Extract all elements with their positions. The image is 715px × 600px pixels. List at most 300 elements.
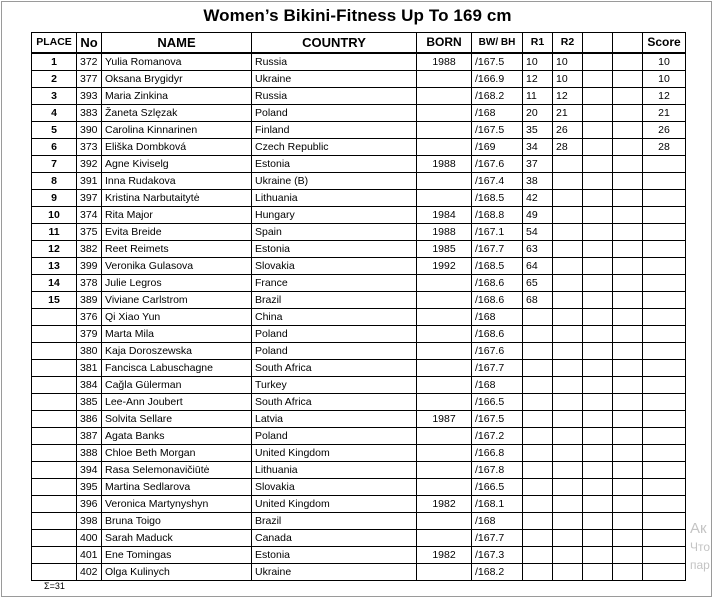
- cell-no: 381: [77, 360, 102, 377]
- cell-no: 388: [77, 445, 102, 462]
- cell-empty-2: [613, 462, 643, 479]
- cell-bw-bh: /167.5: [472, 122, 523, 139]
- page-title: Women’s Bikini-Fitness Up To 169 cm: [203, 6, 512, 25]
- table-row: [32, 309, 686, 326]
- cell-name: Rasa Selemonavičiūtė: [102, 462, 252, 479]
- cell-empty-2: [613, 88, 643, 105]
- cell-empty-2: [613, 173, 643, 190]
- cell-born: 1988: [417, 224, 472, 241]
- cell-no: 401: [77, 547, 102, 564]
- cell-bw-bh: /167.7: [472, 360, 523, 377]
- cell-empty-2: [613, 309, 643, 326]
- cell-score: [643, 360, 686, 377]
- cell-born: [417, 343, 472, 360]
- cell-place: [32, 326, 77, 343]
- cell-born: [417, 88, 472, 105]
- cell-country: United Kingdom: [252, 496, 417, 513]
- cell-score: [643, 224, 686, 241]
- cell-r2: [553, 343, 583, 360]
- cell-country: Lithuania: [252, 190, 417, 207]
- cell-country: South Africa: [252, 394, 417, 411]
- cell-no: 383: [77, 105, 102, 122]
- results-table: [31, 32, 686, 581]
- cell-score: [643, 258, 686, 275]
- cell-r1: 37: [523, 156, 553, 173]
- cell-name: Kristina Narbutaitytė: [102, 190, 252, 207]
- table-row: [32, 326, 686, 343]
- watermark-line-3: пар: [690, 558, 710, 572]
- cell-r2: [553, 326, 583, 343]
- cell-r2: [553, 547, 583, 564]
- cell-place: 12: [32, 241, 77, 258]
- cell-empty-1: [583, 479, 613, 496]
- cell-r1: [523, 530, 553, 547]
- cell-r1: [523, 479, 553, 496]
- table-row: [32, 71, 686, 88]
- cell-empty-1: [583, 513, 613, 530]
- cell-bw-bh: /166.8: [472, 445, 523, 462]
- cell-place: 2: [32, 71, 77, 88]
- cell-born: [417, 309, 472, 326]
- cell-name: Rita Major: [102, 207, 252, 224]
- cell-score: [643, 411, 686, 428]
- cell-place: 1: [32, 53, 77, 71]
- cell-name: Veronika Gulasova: [102, 258, 252, 275]
- cell-born: [417, 105, 472, 122]
- cell-born: [417, 445, 472, 462]
- cell-country: Canada: [252, 530, 417, 547]
- cell-country: Czech Republic: [252, 139, 417, 156]
- cell-born: [417, 190, 472, 207]
- watermark-line-1: Ак: [690, 520, 707, 537]
- header-bw-bh: BW/ BH: [472, 33, 523, 54]
- cell-r2: [553, 496, 583, 513]
- cell-empty-2: [613, 564, 643, 581]
- cell-empty-2: [613, 258, 643, 275]
- cell-bw-bh: /167.8: [472, 462, 523, 479]
- cell-r2: [553, 394, 583, 411]
- cell-empty-2: [613, 513, 643, 530]
- cell-country: China: [252, 309, 417, 326]
- cell-name: Žaneta Szlęzak: [102, 105, 252, 122]
- cell-r1: [523, 496, 553, 513]
- cell-r2: [553, 224, 583, 241]
- table-row: [32, 139, 686, 156]
- cell-r1: 42: [523, 190, 553, 207]
- cell-r2: 26: [553, 122, 583, 139]
- cell-born: [417, 292, 472, 309]
- cell-empty-1: [583, 207, 613, 224]
- cell-empty-1: [583, 105, 613, 122]
- cell-empty-1: [583, 241, 613, 258]
- cell-no: 394: [77, 462, 102, 479]
- cell-place: [32, 360, 77, 377]
- table-row: [32, 360, 686, 377]
- cell-born: [417, 173, 472, 190]
- cell-score: [643, 445, 686, 462]
- cell-no: 389: [77, 292, 102, 309]
- cell-place: [32, 462, 77, 479]
- cell-country: Poland: [252, 428, 417, 445]
- cell-name: Maria Zinkina: [102, 88, 252, 105]
- cell-r1: 63: [523, 241, 553, 258]
- cell-r1: [523, 462, 553, 479]
- table-row: [32, 394, 686, 411]
- cell-born: [417, 479, 472, 496]
- results-body: [32, 53, 686, 581]
- table-row: [32, 496, 686, 513]
- cell-r2: [553, 156, 583, 173]
- header-place: PLACE: [32, 33, 77, 54]
- cell-score: [643, 292, 686, 309]
- cell-empty-1: [583, 530, 613, 547]
- cell-no: 391: [77, 173, 102, 190]
- cell-born: [417, 377, 472, 394]
- cell-name: Veronica Martynyshyn: [102, 496, 252, 513]
- cell-name: Oksana Brygidyr: [102, 71, 252, 88]
- cell-r1: [523, 343, 553, 360]
- cell-no: 373: [77, 139, 102, 156]
- cell-r1: 54: [523, 224, 553, 241]
- cell-name: Sarah Maduck: [102, 530, 252, 547]
- cell-bw-bh: /168.2: [472, 564, 523, 581]
- cell-empty-1: [583, 394, 613, 411]
- cell-r2: 21: [553, 105, 583, 122]
- cell-place: [32, 479, 77, 496]
- cell-bw-bh: /168.6: [472, 292, 523, 309]
- cell-empty-2: [613, 71, 643, 88]
- cell-score: [643, 394, 686, 411]
- table-row: [32, 564, 686, 581]
- cell-name: Lee-Ann Joubert: [102, 394, 252, 411]
- cell-bw-bh: /168.8: [472, 207, 523, 224]
- cell-bw-bh: /167.1: [472, 224, 523, 241]
- table-row: [32, 513, 686, 530]
- cell-no: 399: [77, 258, 102, 275]
- cell-bw-bh: /168: [472, 513, 523, 530]
- cell-place: [32, 394, 77, 411]
- cell-name: Julie Legros: [102, 275, 252, 292]
- cell-empty-2: [613, 139, 643, 156]
- cell-bw-bh: /167.6: [472, 343, 523, 360]
- cell-empty-1: [583, 496, 613, 513]
- cell-name: Carolina Kinnarinen: [102, 122, 252, 139]
- cell-bw-bh: /167.7: [472, 530, 523, 547]
- table-row: [32, 241, 686, 258]
- cell-place: [32, 513, 77, 530]
- cell-no: 387: [77, 428, 102, 445]
- cell-born: 1992: [417, 258, 472, 275]
- cell-empty-1: [583, 309, 613, 326]
- cell-no: 377: [77, 71, 102, 88]
- cell-r2: [553, 241, 583, 258]
- cell-empty-1: [583, 71, 613, 88]
- cell-name: Agata Banks: [102, 428, 252, 445]
- cell-r2: [553, 360, 583, 377]
- cell-r2: [553, 479, 583, 496]
- cell-empty-2: [613, 411, 643, 428]
- cell-empty-2: [613, 53, 643, 71]
- header-empty-2: [613, 33, 643, 54]
- header-no: No: [77, 33, 102, 54]
- cell-country: Brazil: [252, 513, 417, 530]
- cell-r2: 12: [553, 88, 583, 105]
- cell-empty-1: [583, 258, 613, 275]
- cell-empty-2: [613, 156, 643, 173]
- cell-bw-bh: /168.2: [472, 88, 523, 105]
- cell-country: Estonia: [252, 241, 417, 258]
- header-row: [32, 33, 686, 54]
- cell-empty-2: [613, 105, 643, 122]
- cell-no: 380: [77, 343, 102, 360]
- cell-born: 1987: [417, 411, 472, 428]
- cell-empty-1: [583, 173, 613, 190]
- cell-no: 372: [77, 53, 102, 71]
- cell-bw-bh: /168.5: [472, 190, 523, 207]
- cell-empty-2: [613, 479, 643, 496]
- cell-empty-2: [613, 547, 643, 564]
- cell-no: 392: [77, 156, 102, 173]
- cell-empty-2: [613, 377, 643, 394]
- cell-born: 1988: [417, 156, 472, 173]
- cell-score: [643, 275, 686, 292]
- cell-no: 395: [77, 479, 102, 496]
- cell-empty-2: [613, 275, 643, 292]
- cell-name: Reet Reimets: [102, 241, 252, 258]
- cell-empty-2: [613, 190, 643, 207]
- cell-empty-2: [613, 445, 643, 462]
- cell-no: 393: [77, 88, 102, 105]
- cell-r1: 12: [523, 71, 553, 88]
- header-name: NAME: [102, 33, 252, 54]
- cell-no: 396: [77, 496, 102, 513]
- cell-country: South Africa: [252, 360, 417, 377]
- cell-born: [417, 394, 472, 411]
- cell-empty-2: [613, 394, 643, 411]
- cell-no: 378: [77, 275, 102, 292]
- cell-no: 400: [77, 530, 102, 547]
- cell-score: [643, 428, 686, 445]
- cell-bw-bh: /168.1: [472, 496, 523, 513]
- header-born: BORN: [417, 33, 472, 54]
- cell-country: Slovakia: [252, 479, 417, 496]
- cell-bw-bh: /169: [472, 139, 523, 156]
- table-row: [32, 462, 686, 479]
- watermark-line-2: Что: [690, 540, 711, 554]
- cell-r1: [523, 394, 553, 411]
- cell-born: [417, 275, 472, 292]
- cell-empty-1: [583, 122, 613, 139]
- cell-empty-1: [583, 53, 613, 71]
- cell-r1: 34: [523, 139, 553, 156]
- cell-empty-1: [583, 377, 613, 394]
- cell-bw-bh: /166.9: [472, 71, 523, 88]
- cell-place: [32, 496, 77, 513]
- cell-score: [643, 513, 686, 530]
- cell-no: 374: [77, 207, 102, 224]
- cell-score: [643, 547, 686, 564]
- header-country: COUNTRY: [252, 33, 417, 54]
- cell-r2: [553, 190, 583, 207]
- header-score: Score: [643, 33, 686, 54]
- table-row: [32, 292, 686, 309]
- table-row: [32, 156, 686, 173]
- cell-place: 10: [32, 207, 77, 224]
- cell-empty-2: [613, 241, 643, 258]
- cell-score: [643, 530, 686, 547]
- cell-score: 21: [643, 105, 686, 122]
- cell-place: [32, 343, 77, 360]
- table-row: [32, 173, 686, 190]
- cell-r1: [523, 513, 553, 530]
- cell-place: 13: [32, 258, 77, 275]
- cell-r1: 65: [523, 275, 553, 292]
- cell-place: 9: [32, 190, 77, 207]
- activation-watermark: [690, 520, 710, 574]
- cell-country: Russia: [252, 53, 417, 71]
- cell-name: Viviane Carlstrom: [102, 292, 252, 309]
- table-row: [32, 53, 686, 71]
- cell-r2: [553, 462, 583, 479]
- cell-bw-bh: /168: [472, 309, 523, 326]
- cell-r2: [553, 173, 583, 190]
- cell-empty-2: [613, 360, 643, 377]
- cell-r1: [523, 445, 553, 462]
- cell-score: 26: [643, 122, 686, 139]
- cell-empty-1: [583, 343, 613, 360]
- cell-country: Poland: [252, 343, 417, 360]
- cell-country: Ukraine: [252, 564, 417, 581]
- cell-no: 382: [77, 241, 102, 258]
- cell-r1: 68: [523, 292, 553, 309]
- cell-empty-1: [583, 445, 613, 462]
- cell-score: [643, 241, 686, 258]
- header-r2: R2: [553, 33, 583, 54]
- cell-no: 390: [77, 122, 102, 139]
- cell-name: Kaja Doroszewska: [102, 343, 252, 360]
- cell-empty-1: [583, 156, 613, 173]
- cell-name: Agne Kiviselg: [102, 156, 252, 173]
- cell-born: 1984: [417, 207, 472, 224]
- cell-r1: 38: [523, 173, 553, 190]
- cell-r2: [553, 513, 583, 530]
- cell-country: Estonia: [252, 156, 417, 173]
- cell-no: 384: [77, 377, 102, 394]
- cell-score: [643, 479, 686, 496]
- cell-score: [643, 377, 686, 394]
- cell-empty-2: [613, 496, 643, 513]
- table-row: [32, 411, 686, 428]
- cell-country: Ukraine (B): [252, 173, 417, 190]
- cell-name: Marta Mila: [102, 326, 252, 343]
- cell-r2: [553, 428, 583, 445]
- cell-empty-2: [613, 530, 643, 547]
- cell-name: Fancisca Labuschagne: [102, 360, 252, 377]
- cell-score: 12: [643, 88, 686, 105]
- table-row: [32, 547, 686, 564]
- table-row: [32, 105, 686, 122]
- cell-r2: [553, 377, 583, 394]
- table-row: [32, 224, 686, 241]
- cell-country: Turkey: [252, 377, 417, 394]
- cell-place: 5: [32, 122, 77, 139]
- cell-empty-1: [583, 547, 613, 564]
- cell-r1: [523, 377, 553, 394]
- cell-score: [643, 496, 686, 513]
- cell-name: Inna Rudakova: [102, 173, 252, 190]
- cell-country: Brazil: [252, 292, 417, 309]
- cell-born: [417, 428, 472, 445]
- cell-r1: 10: [523, 53, 553, 71]
- cell-place: 7: [32, 156, 77, 173]
- cell-country: Ukraine: [252, 71, 417, 88]
- cell-name: Cağla Gülerman: [102, 377, 252, 394]
- cell-place: 15: [32, 292, 77, 309]
- cell-no: 376: [77, 309, 102, 326]
- cell-place: [32, 411, 77, 428]
- cell-born: [417, 360, 472, 377]
- cell-name: Evita Breide: [102, 224, 252, 241]
- cell-place: [32, 564, 77, 581]
- cell-country: Poland: [252, 326, 417, 343]
- table-row: [32, 122, 686, 139]
- cell-empty-1: [583, 360, 613, 377]
- cell-r2: 28: [553, 139, 583, 156]
- cell-r1: [523, 326, 553, 343]
- cell-empty-2: [613, 326, 643, 343]
- cell-born: 1982: [417, 496, 472, 513]
- cell-country: Finland: [252, 122, 417, 139]
- cell-bw-bh: /168.5: [472, 258, 523, 275]
- cell-place: [32, 377, 77, 394]
- cell-place: [32, 428, 77, 445]
- cell-country: Slovakia: [252, 258, 417, 275]
- cell-score: [643, 343, 686, 360]
- cell-empty-2: [613, 292, 643, 309]
- cell-no: 385: [77, 394, 102, 411]
- cell-empty-1: [583, 411, 613, 428]
- cell-no: 402: [77, 564, 102, 581]
- cell-place: 6: [32, 139, 77, 156]
- table-row: [32, 377, 686, 394]
- cell-country: United Kingdom: [252, 445, 417, 462]
- cell-r2: [553, 309, 583, 326]
- cell-no: 398: [77, 513, 102, 530]
- cell-bw-bh: /167.6: [472, 156, 523, 173]
- cell-bw-bh: /167.3: [472, 547, 523, 564]
- cell-name: Chloe Beth Morgan: [102, 445, 252, 462]
- cell-score: 10: [643, 53, 686, 71]
- cell-empty-2: [613, 224, 643, 241]
- cell-empty-1: [583, 428, 613, 445]
- cell-score: [643, 173, 686, 190]
- cell-score: 10: [643, 71, 686, 88]
- cell-place: 11: [32, 224, 77, 241]
- table-row: [32, 190, 686, 207]
- cell-r1: [523, 360, 553, 377]
- cell-r1: [523, 428, 553, 445]
- cell-country: Russia: [252, 88, 417, 105]
- cell-empty-1: [583, 190, 613, 207]
- cell-score: [643, 309, 686, 326]
- cell-bw-bh: /168.6: [472, 326, 523, 343]
- cell-place: 14: [32, 275, 77, 292]
- cell-name: Martina Sedlarova: [102, 479, 252, 496]
- cell-bw-bh: /168: [472, 105, 523, 122]
- cell-bw-bh: /168.6: [472, 275, 523, 292]
- cell-no: 379: [77, 326, 102, 343]
- cell-bw-bh: /167.7: [472, 241, 523, 258]
